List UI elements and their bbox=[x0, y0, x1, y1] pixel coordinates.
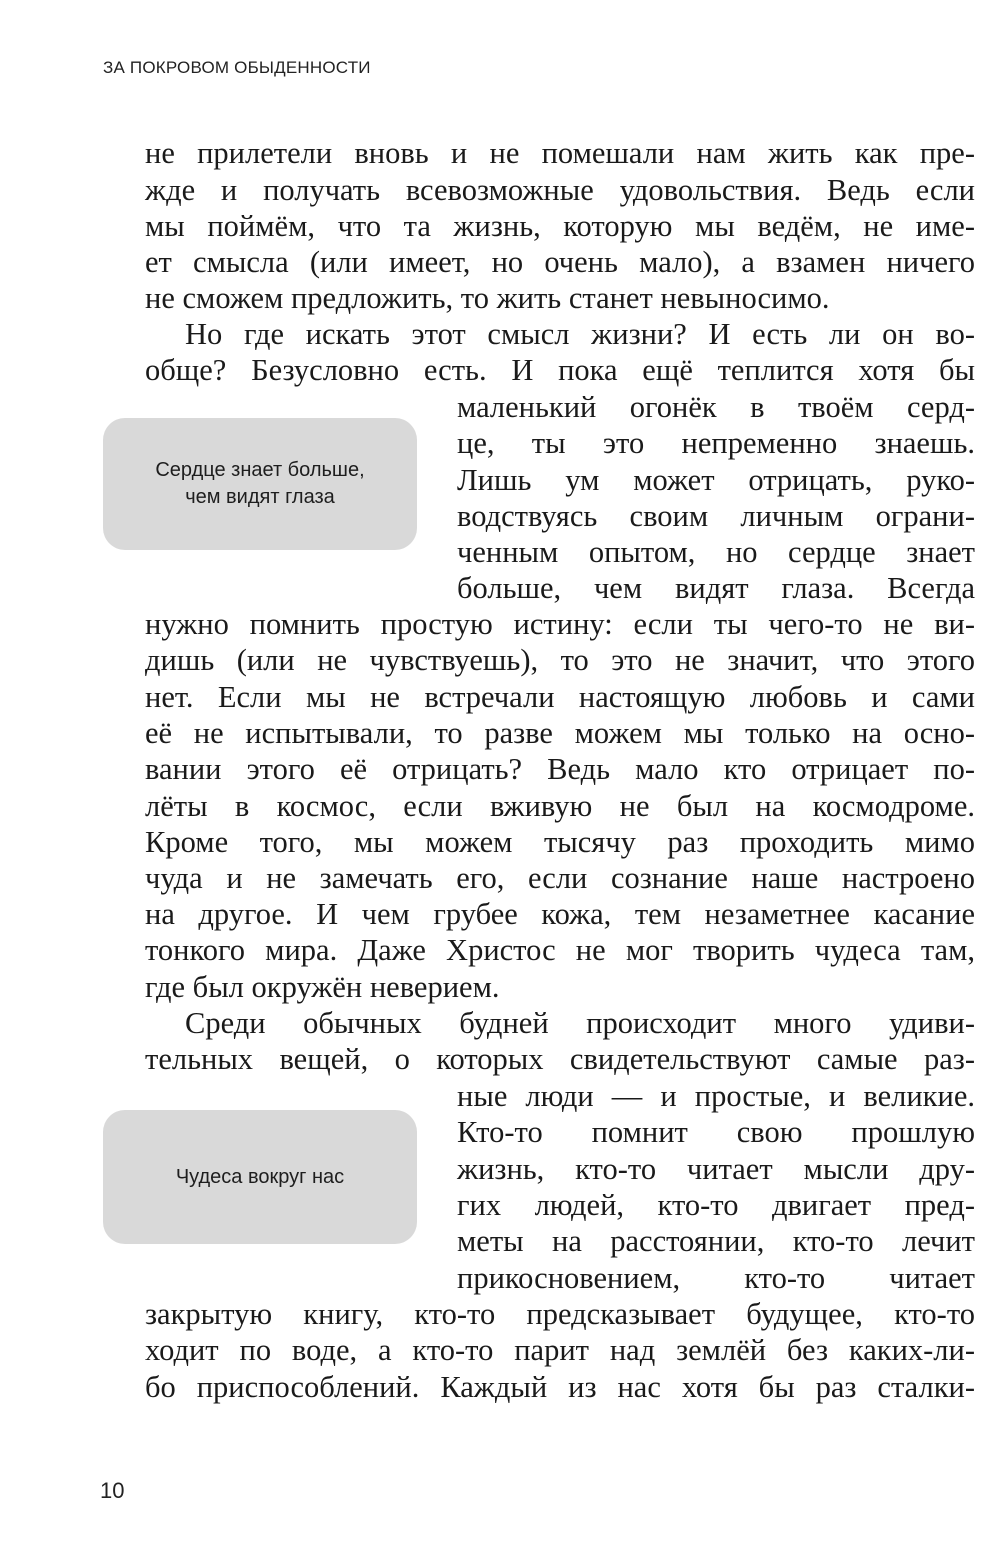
body-line: жде и получать всевозможные удовольствия. Ведь если bbox=[145, 173, 975, 207]
body-line: Среди обычных будней происходит много удиви- bbox=[185, 1006, 975, 1040]
body-line: закрытую книгу, кто-то предсказывает будущее, кто-то bbox=[145, 1297, 975, 1331]
body-line: больше, чем видят глаза. Всегда bbox=[457, 571, 975, 605]
body-line: чуда и не замечать его, если сознание наше настроено bbox=[145, 861, 975, 895]
body-line: Но где искать этот смысл жизни? И есть ли он во- bbox=[185, 317, 975, 351]
body-line: прикосновением, кто-то читает bbox=[457, 1261, 975, 1295]
body-line: вании этого её отрицать? Ведь мало кто отрицает по- bbox=[145, 752, 975, 786]
body-line: ченным опытом, но сердце знает bbox=[457, 535, 975, 569]
body-line: ные люди — и простые, и великие. bbox=[457, 1079, 975, 1113]
body-line: меты на расстоянии, кто-то лечит bbox=[457, 1224, 975, 1258]
body-line: тельных вещей, о которых свидетельствуют самые раз- bbox=[145, 1042, 975, 1076]
body-line: обще? Безусловно есть. И пока ещё теплится хотя бы bbox=[145, 353, 975, 387]
body-line: ходит по воде, а кто-то парит над землёй без каких-ли- bbox=[145, 1333, 975, 1367]
body-line: жизнь, кто-то читает мысли дру- bbox=[457, 1152, 975, 1186]
body-line: на другое. И чем грубее кожа, тем незаметнее касание bbox=[145, 897, 975, 931]
body-line: тонкого мира. Даже Христос не мог творить чудеса там, bbox=[145, 933, 975, 967]
callout-box bbox=[103, 418, 417, 550]
callout-box bbox=[103, 1110, 417, 1244]
body-line: нет. Если мы не встречали настоящую любовь и сами bbox=[145, 680, 975, 714]
body-line: водствуясь своим личным ограни- bbox=[457, 499, 975, 533]
body-line: маленький огонёк в твоём серд- bbox=[457, 390, 975, 424]
callout-text: чем видят глаза bbox=[185, 486, 335, 508]
running-header: ЗА ПОКРОВОМ ОБЫДЕННОСТИ bbox=[103, 58, 371, 77]
body-line: нужно помнить простую истину: если ты чего-то не ви- bbox=[145, 607, 975, 641]
body-line: мы поймём, что та жизнь, которую мы ведём, не име- bbox=[145, 209, 975, 243]
body-line: це, ты это непременно знаешь. bbox=[457, 426, 975, 460]
body-line: где был окружён неверием. bbox=[145, 970, 500, 1004]
body-line: Лишь ум может отрицать, руко- bbox=[457, 463, 975, 497]
body-line: Кроме того, мы можем тысячу раз проходить мимо bbox=[145, 825, 975, 859]
body-line: не сможем предложить, то жить станет невыносимо. bbox=[145, 281, 830, 315]
page-number: 10 bbox=[100, 1478, 125, 1503]
body-line: лёты в космос, если вживую не был на космодроме. bbox=[145, 789, 975, 823]
callout-text: Чудеса вокруг нас bbox=[175, 1165, 345, 1188]
body-line: Кто-то помнит свою прошлую bbox=[457, 1115, 975, 1149]
body-line: её не испытывали, то разве можем мы только на осно- bbox=[145, 716, 975, 750]
body-line: не прилетели вновь и не помешали нам жить как пре- bbox=[145, 136, 975, 170]
callout-text: Сердце знает больше, bbox=[155, 459, 365, 481]
body-line: гих людей, кто-то двигает пред- bbox=[457, 1188, 975, 1222]
body-line: дишь (или не чувствуешь), то это не значит, что этого bbox=[145, 643, 975, 677]
body-line: бо приспособлений. Каждый из нас хотя бы раз сталки- bbox=[145, 1370, 975, 1404]
body-line: ет смысла (или имеет, но очень мало), а взамен ничего bbox=[145, 245, 975, 279]
